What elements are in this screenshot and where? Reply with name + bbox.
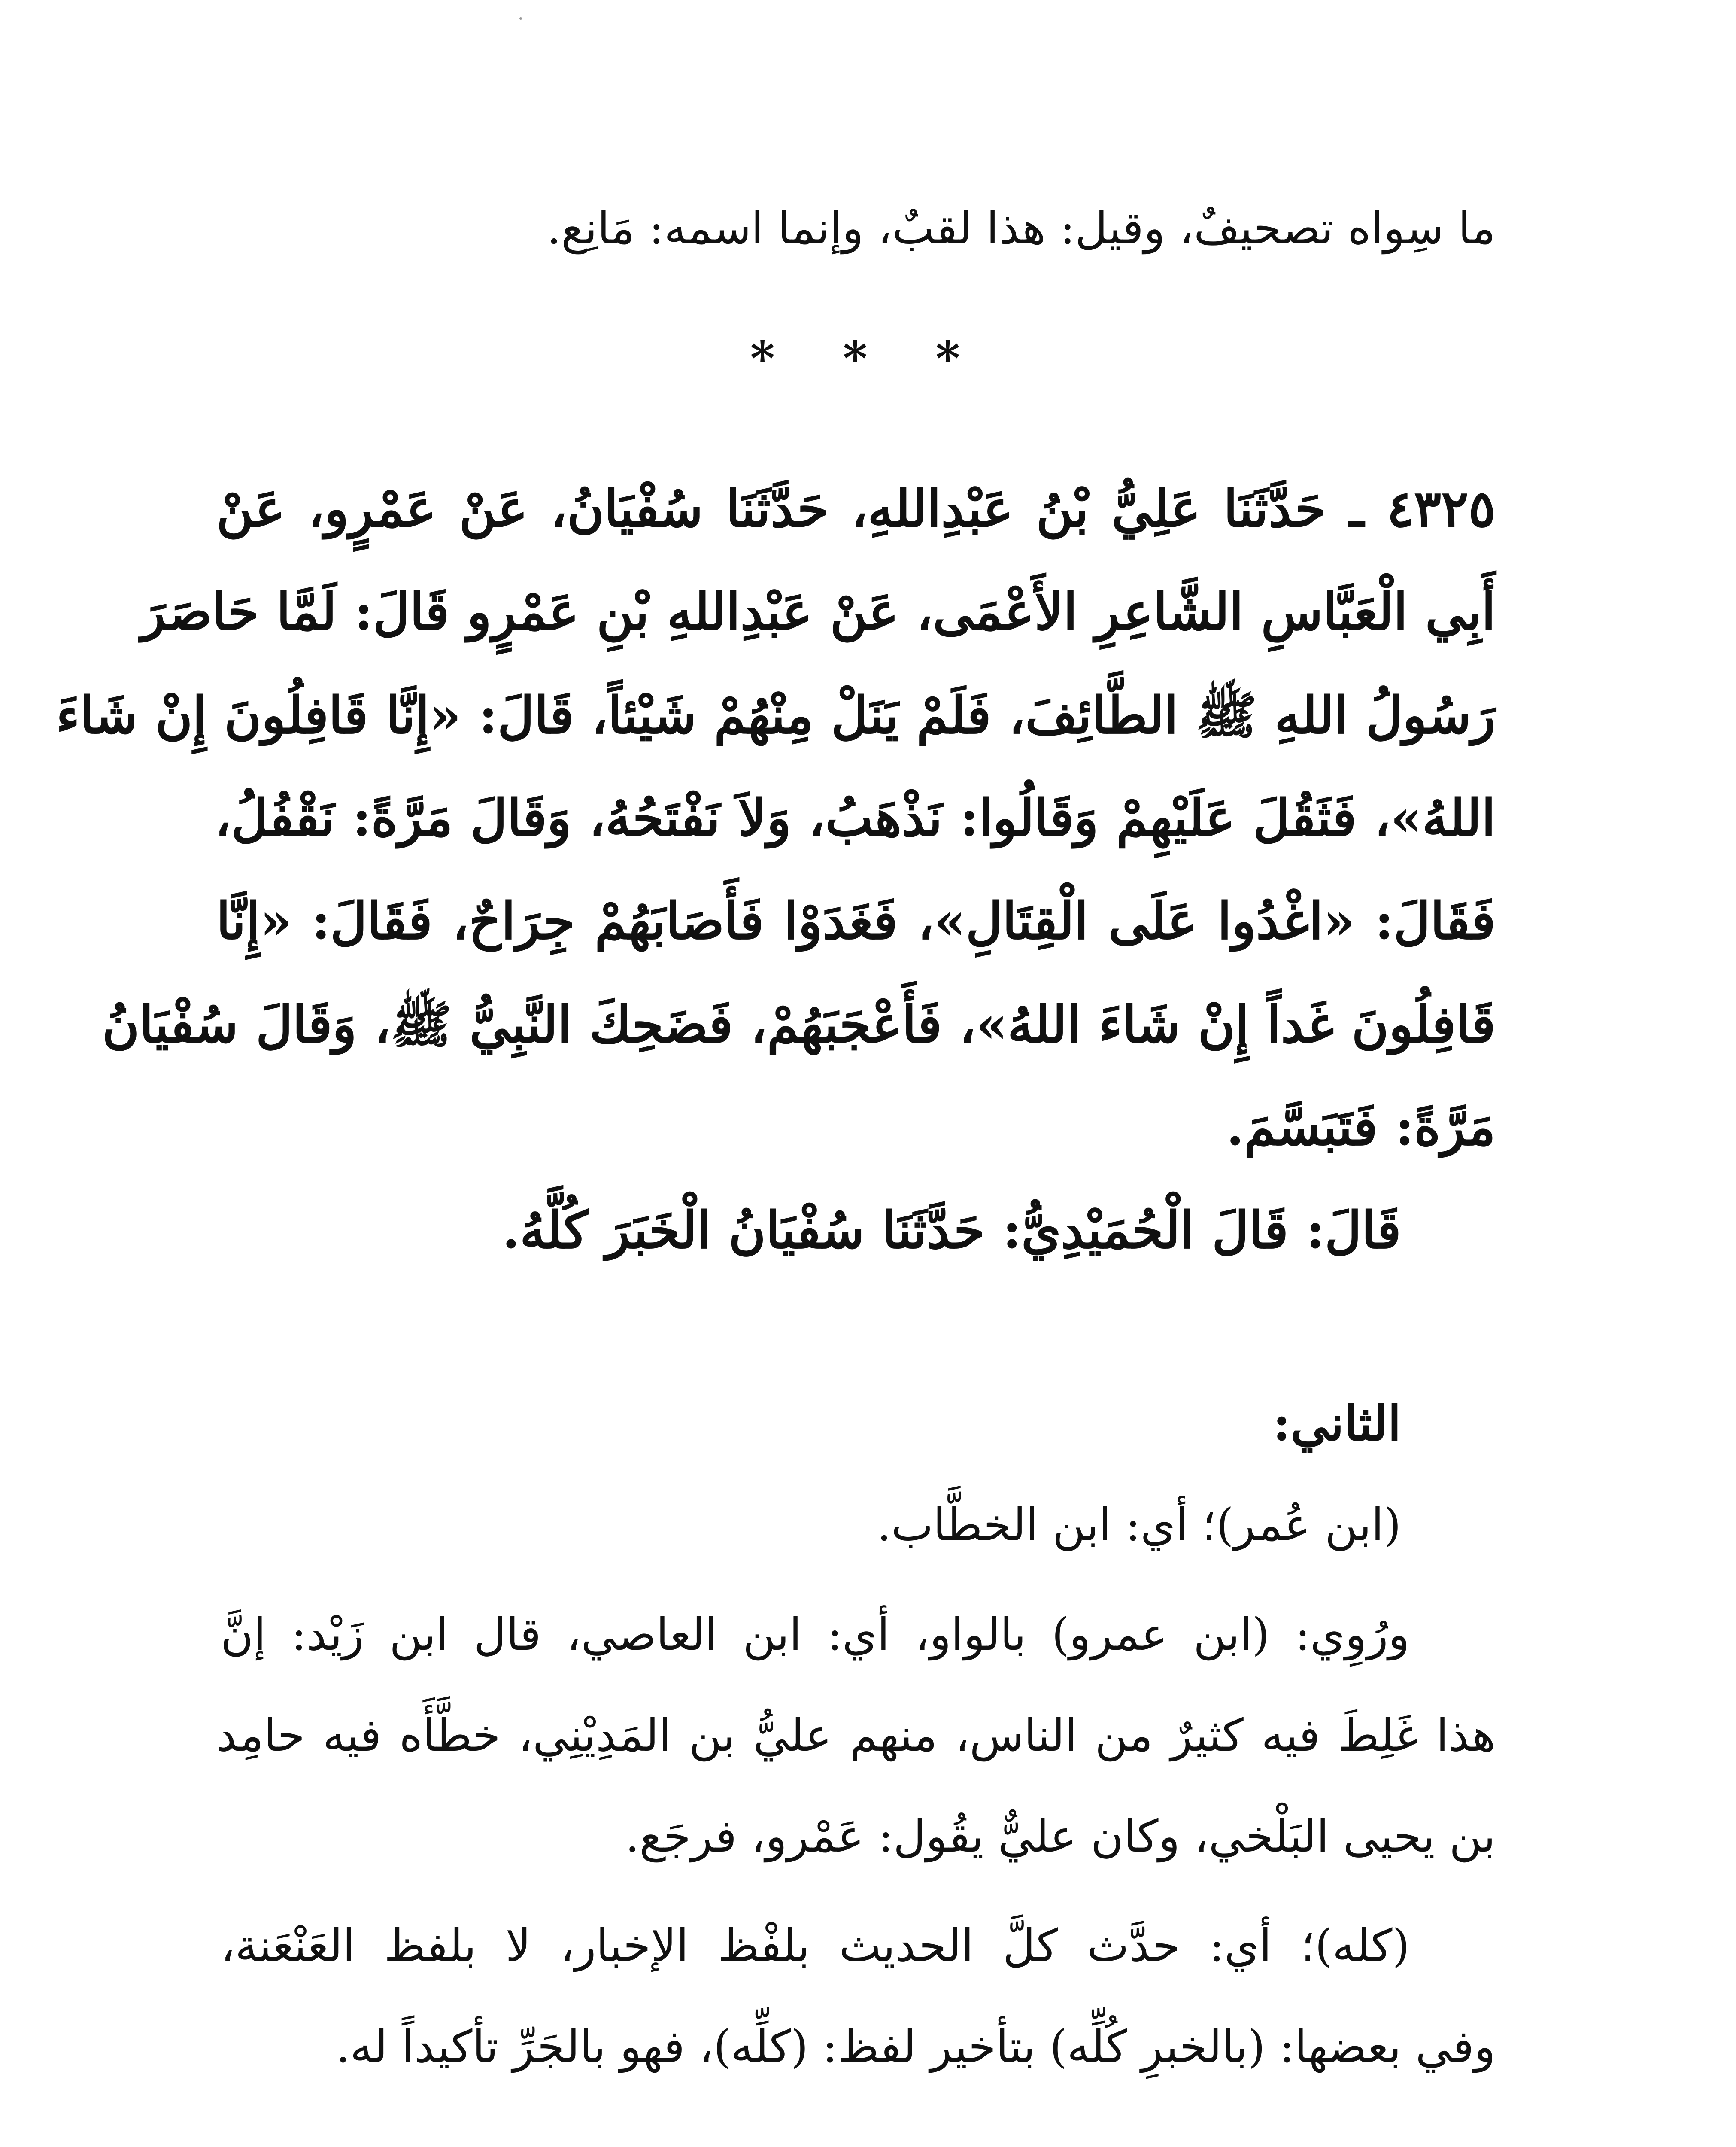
hadith-line: فَقَالَ: «اغْدُوا عَلَى الْقِتَالِ»، فَغَدَوْا فَأَصَابَهُمْ جِرَاحٌ، فَقَالَ: «إِنَّا <box>216 891 1496 951</box>
hadith-line: اللهُ»، فَثَقُلَ عَلَيْهِمْ وَقَالُوا: نَذْهَبُ، وَلاَ نَفْتَحُهُ، وَقَالَ مَرَّةً: نَقْفُلُ، <box>215 788 1496 848</box>
commentary-line: (كله)؛ أي: حدَّث كلَّ الحديث بلفْظ الإخبار، لا بلفظ العَنْعَنة، <box>221 1919 1410 1972</box>
commentary-heading: الثاني: <box>1272 1396 1401 1452</box>
hadith-line: قَافِلُونَ غَداً إِنْ شَاءَ اللهُ»، فَأَعْجَبَهُمْ، فَضَحِكَ النَّبِيُّ ﷺ، وَقَالَ سُفْيَانُ <box>102 994 1496 1054</box>
section-separator: * * * <box>750 331 986 386</box>
humaydi-line: قَالَ: قَالَ الْحُمَيْدِيُّ: حَدَّثَنَا سُفْيَانُ الْخَبَرَ كُلَّهُ. <box>502 1200 1401 1260</box>
commentary-line: ورُوِي: (ابن عمرو) بالواو، أي: ابن العاصي، قال ابن زَيْد: إنَّ <box>221 1608 1410 1660</box>
hadith-line: مَرَّةً: فَتَبَسَّمَ. <box>1226 1097 1496 1157</box>
commentary-line: بن يحيى البَلْخي، وكان عليٌّ يقُول: عَمْرو، فرجَع. <box>625 1810 1496 1862</box>
commentary-line: هذا غَلِطَ فيه كثيرٌ من الناس، منهم عليُّ بن المَدِيْنِي، خطَّأَه فيه حامِد <box>216 1709 1496 1761</box>
hadith-line: أَبِي الْعَبَّاسِ الشَّاعِرِ الأَعْمَى، عَنْ عَبْدِاللهِ بْنِ عَمْرٍو قَالَ: لَمَّا حَاصَرَ <box>141 582 1496 642</box>
intro-line: ما سِواه تصحيفٌ، وقيل: هذا لقبٌ، وإنما اسمه: مَانِع. <box>547 202 1496 254</box>
commentary-line: (ابن عُمر)؛ أي: ابن الخطَّاب. <box>877 1499 1401 1551</box>
hadith-line: ٤٣٢٥ ـ حَدَّثَنَا عَلِيُّ بْنُ عَبْدِاللهِ، حَدَّثَنَا سُفْيَانُ، عَنْ عَمْرٍو، عَنْ <box>216 479 1496 538</box>
commentary-line: وفي بعضها: (بالخبرِ كُلِّه) بتأخير لفظ: (كلِّه)، فهو بالجَرِّ تأكيداً له. <box>336 2020 1496 2073</box>
scan-speck <box>519 17 522 20</box>
hadith-line: رَسُولُ اللهِ ﷺ الطَّائِفَ، فَلَمْ يَنَلْ مِنْهُمْ شَيْئاً، قَالَ: «إِنَّا قَافِلُونَ إِنْ شَاءَ <box>56 685 1496 745</box>
